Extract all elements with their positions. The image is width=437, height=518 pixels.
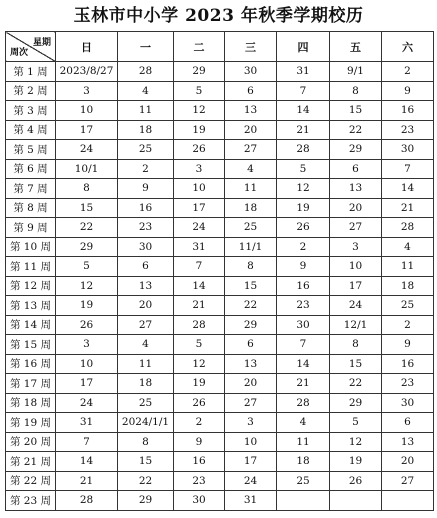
date-cell: 9/1 bbox=[330, 62, 382, 82]
date-cell: 11 bbox=[118, 354, 174, 374]
date-cell: 8 bbox=[56, 179, 118, 199]
date-cell: 15 bbox=[225, 276, 277, 296]
date-cell: 12/1 bbox=[330, 315, 382, 335]
date-cell: 19 bbox=[174, 374, 225, 394]
date-cell: 26 bbox=[174, 140, 225, 160]
table-row bbox=[6, 237, 434, 257]
date-cell: 12 bbox=[174, 101, 225, 121]
date-cell: 20 bbox=[118, 296, 174, 316]
date-cell: 30 bbox=[277, 315, 330, 335]
date-cell: 28 bbox=[277, 140, 330, 160]
date-cell: 15 bbox=[330, 101, 382, 121]
date-cell: 18 bbox=[382, 276, 434, 296]
date-cell: 24 bbox=[174, 218, 225, 238]
date-cell: 28 bbox=[277, 393, 330, 413]
date-cell: 2 bbox=[277, 237, 330, 257]
date-cell: 5 bbox=[56, 257, 118, 277]
date-cell: 26 bbox=[277, 218, 330, 238]
date-cell: 24 bbox=[56, 140, 118, 160]
date-cell: 17 bbox=[174, 198, 225, 218]
date-cell: 20 bbox=[330, 198, 382, 218]
date-cell: 27 bbox=[382, 471, 434, 491]
date-cell: 5 bbox=[174, 81, 225, 101]
date-cell: 11 bbox=[277, 432, 330, 452]
week-label-cell: 第 16 周 bbox=[6, 354, 56, 374]
date-cell: 21 bbox=[56, 471, 118, 491]
date-cell bbox=[330, 491, 382, 511]
date-cell: 14 bbox=[277, 354, 330, 374]
date-cell: 11/1 bbox=[225, 237, 277, 257]
date-cell: 22 bbox=[225, 296, 277, 316]
date-cell: 25 bbox=[118, 140, 174, 160]
date-cell: 9 bbox=[382, 81, 434, 101]
date-cell: 17 bbox=[330, 276, 382, 296]
week-label-cell: 第 22 周 bbox=[6, 471, 56, 491]
date-cell: 19 bbox=[277, 198, 330, 218]
date-cell: 12 bbox=[277, 179, 330, 199]
date-cell: 29 bbox=[330, 393, 382, 413]
date-cell: 9 bbox=[382, 335, 434, 355]
date-cell: 3 bbox=[56, 81, 118, 101]
date-cell: 17 bbox=[225, 452, 277, 472]
date-cell: 7 bbox=[382, 159, 434, 179]
date-cell: 8 bbox=[225, 257, 277, 277]
date-cell: 10 bbox=[56, 354, 118, 374]
week-label-cell: 第 5 周 bbox=[6, 140, 56, 160]
date-cell bbox=[277, 491, 330, 511]
table-row bbox=[6, 452, 434, 472]
date-cell: 6 bbox=[382, 413, 434, 433]
week-label-cell: 第 13 周 bbox=[6, 296, 56, 316]
date-cell: 20 bbox=[225, 374, 277, 394]
date-cell: 25 bbox=[382, 296, 434, 316]
date-cell: 26 bbox=[330, 471, 382, 491]
date-cell: 31 bbox=[174, 237, 225, 257]
date-cell: 2 bbox=[382, 315, 434, 335]
date-cell: 2 bbox=[118, 159, 174, 179]
day-header-tue: 二 bbox=[174, 32, 225, 62]
date-cell: 24 bbox=[225, 471, 277, 491]
table-row bbox=[6, 413, 434, 433]
date-cell: 27 bbox=[330, 218, 382, 238]
date-cell: 3 bbox=[174, 159, 225, 179]
table-row bbox=[6, 257, 434, 277]
date-cell: 14 bbox=[382, 179, 434, 199]
date-cell: 8 bbox=[330, 335, 382, 355]
date-cell: 17 bbox=[56, 374, 118, 394]
date-cell: 12 bbox=[330, 432, 382, 452]
date-cell: 2023/8/27 bbox=[56, 62, 118, 82]
header-row bbox=[6, 32, 434, 62]
date-cell: 6 bbox=[225, 335, 277, 355]
week-label-cell: 第 14 周 bbox=[6, 315, 56, 335]
date-cell: 19 bbox=[56, 296, 118, 316]
date-cell: 12 bbox=[56, 276, 118, 296]
week-label-cell: 第 23 周 bbox=[6, 491, 56, 511]
date-cell: 10 bbox=[330, 257, 382, 277]
table-row bbox=[6, 276, 434, 296]
date-cell: 27 bbox=[225, 140, 277, 160]
date-cell: 21 bbox=[277, 120, 330, 140]
date-cell: 25 bbox=[225, 218, 277, 238]
date-cell: 10 bbox=[56, 101, 118, 121]
date-cell: 10 bbox=[174, 179, 225, 199]
week-label-cell: 第 6 周 bbox=[6, 159, 56, 179]
date-cell: 13 bbox=[382, 432, 434, 452]
date-cell: 7 bbox=[277, 335, 330, 355]
page-title: 玉林市中小学 2023 年秋季学期校历 bbox=[73, 6, 364, 26]
date-cell: 6 bbox=[330, 159, 382, 179]
week-label-cell: 第 18 周 bbox=[6, 393, 56, 413]
date-cell: 4 bbox=[118, 81, 174, 101]
date-cell: 18 bbox=[118, 120, 174, 140]
week-label-cell: 第 2 周 bbox=[6, 81, 56, 101]
date-cell: 11 bbox=[382, 257, 434, 277]
day-header-thu: 四 bbox=[277, 32, 330, 62]
date-cell: 17 bbox=[56, 120, 118, 140]
date-cell: 9 bbox=[174, 432, 225, 452]
date-cell bbox=[382, 491, 434, 511]
date-cell: 14 bbox=[56, 452, 118, 472]
date-cell: 28 bbox=[382, 218, 434, 238]
date-cell: 13 bbox=[225, 354, 277, 374]
week-label-cell: 第 9 周 bbox=[6, 218, 56, 238]
day-header-sun: 日 bbox=[56, 32, 118, 62]
date-cell: 6 bbox=[118, 257, 174, 277]
date-cell: 15 bbox=[118, 452, 174, 472]
date-cell: 16 bbox=[174, 452, 225, 472]
date-cell: 16 bbox=[277, 276, 330, 296]
date-cell: 29 bbox=[118, 491, 174, 511]
date-cell: 20 bbox=[225, 120, 277, 140]
date-cell: 22 bbox=[118, 471, 174, 491]
date-cell: 11 bbox=[225, 179, 277, 199]
date-cell: 23 bbox=[118, 218, 174, 238]
date-cell: 30 bbox=[382, 140, 434, 160]
school-calendar-table bbox=[5, 31, 434, 511]
date-cell: 14 bbox=[174, 276, 225, 296]
date-cell: 30 bbox=[174, 491, 225, 511]
week-label-cell: 第 10 周 bbox=[6, 237, 56, 257]
table-row bbox=[6, 101, 434, 121]
date-cell: 31 bbox=[56, 413, 118, 433]
week-label-cell: 第 19 周 bbox=[6, 413, 56, 433]
table-row bbox=[6, 432, 434, 452]
week-label-cell: 第 3 周 bbox=[6, 101, 56, 121]
date-cell: 4 bbox=[225, 159, 277, 179]
date-cell: 30 bbox=[382, 393, 434, 413]
day-header-mon: 一 bbox=[118, 32, 174, 62]
date-cell: 3 bbox=[56, 335, 118, 355]
day-header-sat: 六 bbox=[382, 32, 434, 62]
date-cell: 25 bbox=[277, 471, 330, 491]
date-cell: 13 bbox=[225, 101, 277, 121]
table-row bbox=[6, 179, 434, 199]
table-row bbox=[6, 62, 434, 82]
week-label-cell: 第 12 周 bbox=[6, 276, 56, 296]
date-cell: 18 bbox=[118, 374, 174, 394]
date-cell: 28 bbox=[118, 62, 174, 82]
date-cell: 22 bbox=[330, 120, 382, 140]
date-cell: 16 bbox=[382, 354, 434, 374]
corner-header-cell bbox=[6, 32, 56, 62]
date-cell: 6 bbox=[225, 81, 277, 101]
table-row bbox=[6, 354, 434, 374]
date-cell: 23 bbox=[382, 374, 434, 394]
date-cell: 28 bbox=[56, 491, 118, 511]
date-cell: 3 bbox=[225, 413, 277, 433]
date-cell: 15 bbox=[330, 354, 382, 374]
table-row bbox=[6, 374, 434, 394]
date-cell: 29 bbox=[225, 315, 277, 335]
date-cell: 4 bbox=[382, 237, 434, 257]
week-label-cell: 第 7 周 bbox=[6, 179, 56, 199]
date-cell: 4 bbox=[118, 335, 174, 355]
date-cell: 30 bbox=[118, 237, 174, 257]
date-cell: 8 bbox=[118, 432, 174, 452]
date-cell: 27 bbox=[118, 315, 174, 335]
table-row bbox=[6, 335, 434, 355]
date-cell: 22 bbox=[56, 218, 118, 238]
date-cell: 27 bbox=[225, 393, 277, 413]
week-label-cell: 第 4 周 bbox=[6, 120, 56, 140]
date-cell: 13 bbox=[330, 179, 382, 199]
date-cell: 20 bbox=[382, 452, 434, 472]
week-label-cell: 第 21 周 bbox=[6, 452, 56, 472]
date-cell: 19 bbox=[330, 452, 382, 472]
date-cell: 2024/1/1 bbox=[118, 413, 174, 433]
date-cell: 31 bbox=[277, 62, 330, 82]
date-cell: 5 bbox=[277, 159, 330, 179]
table-row bbox=[6, 198, 434, 218]
table-row bbox=[6, 393, 434, 413]
date-cell: 15 bbox=[56, 198, 118, 218]
date-cell: 24 bbox=[56, 393, 118, 413]
date-cell: 21 bbox=[382, 198, 434, 218]
table-row bbox=[6, 491, 434, 511]
corner-week-label: 周次 bbox=[10, 48, 29, 58]
week-label-cell: 第 1 周 bbox=[6, 62, 56, 82]
date-cell: 7 bbox=[277, 81, 330, 101]
table-row bbox=[6, 81, 434, 101]
date-cell: 7 bbox=[56, 432, 118, 452]
date-cell: 16 bbox=[382, 101, 434, 121]
date-cell: 21 bbox=[174, 296, 225, 316]
date-cell: 8 bbox=[330, 81, 382, 101]
week-label-cell: 第 20 周 bbox=[6, 432, 56, 452]
date-cell: 18 bbox=[277, 452, 330, 472]
date-cell: 23 bbox=[174, 471, 225, 491]
date-cell: 2 bbox=[174, 413, 225, 433]
date-cell: 26 bbox=[56, 315, 118, 335]
table-row bbox=[6, 471, 434, 491]
table-row bbox=[6, 218, 434, 238]
date-cell: 31 bbox=[225, 491, 277, 511]
date-cell: 16 bbox=[118, 198, 174, 218]
date-cell: 3 bbox=[330, 237, 382, 257]
week-label-cell: 第 17 周 bbox=[6, 374, 56, 394]
date-cell: 9 bbox=[277, 257, 330, 277]
date-cell: 29 bbox=[174, 62, 225, 82]
date-cell: 21 bbox=[277, 374, 330, 394]
date-cell: 23 bbox=[277, 296, 330, 316]
date-cell: 13 bbox=[118, 276, 174, 296]
week-label-cell: 第 8 周 bbox=[6, 198, 56, 218]
table-row bbox=[6, 159, 434, 179]
date-cell: 19 bbox=[174, 120, 225, 140]
date-cell: 2 bbox=[382, 62, 434, 82]
date-cell: 9 bbox=[118, 179, 174, 199]
date-cell: 5 bbox=[330, 413, 382, 433]
date-cell: 11 bbox=[118, 101, 174, 121]
table-row bbox=[6, 120, 434, 140]
date-cell: 24 bbox=[330, 296, 382, 316]
date-cell: 14 bbox=[277, 101, 330, 121]
day-header-fri: 五 bbox=[330, 32, 382, 62]
date-cell: 22 bbox=[330, 374, 382, 394]
table-row bbox=[6, 296, 434, 316]
date-cell: 29 bbox=[330, 140, 382, 160]
date-cell: 25 bbox=[118, 393, 174, 413]
date-cell: 10/1 bbox=[56, 159, 118, 179]
date-cell: 4 bbox=[277, 413, 330, 433]
week-label-cell: 第 15 周 bbox=[6, 335, 56, 355]
date-cell: 29 bbox=[56, 237, 118, 257]
week-label-cell: 第 11 周 bbox=[6, 257, 56, 277]
date-cell: 10 bbox=[225, 432, 277, 452]
day-header-wed: 三 bbox=[225, 32, 277, 62]
date-cell: 18 bbox=[225, 198, 277, 218]
date-cell: 30 bbox=[225, 62, 277, 82]
date-cell: 5 bbox=[174, 335, 225, 355]
date-cell: 12 bbox=[174, 354, 225, 374]
date-cell: 23 bbox=[382, 120, 434, 140]
date-cell: 7 bbox=[174, 257, 225, 277]
calendar-body bbox=[6, 62, 434, 511]
table-row bbox=[6, 315, 434, 335]
corner-weekday-label: 星期 bbox=[32, 38, 51, 48]
date-cell: 26 bbox=[174, 393, 225, 413]
table-row bbox=[6, 140, 434, 160]
date-cell: 28 bbox=[174, 315, 225, 335]
